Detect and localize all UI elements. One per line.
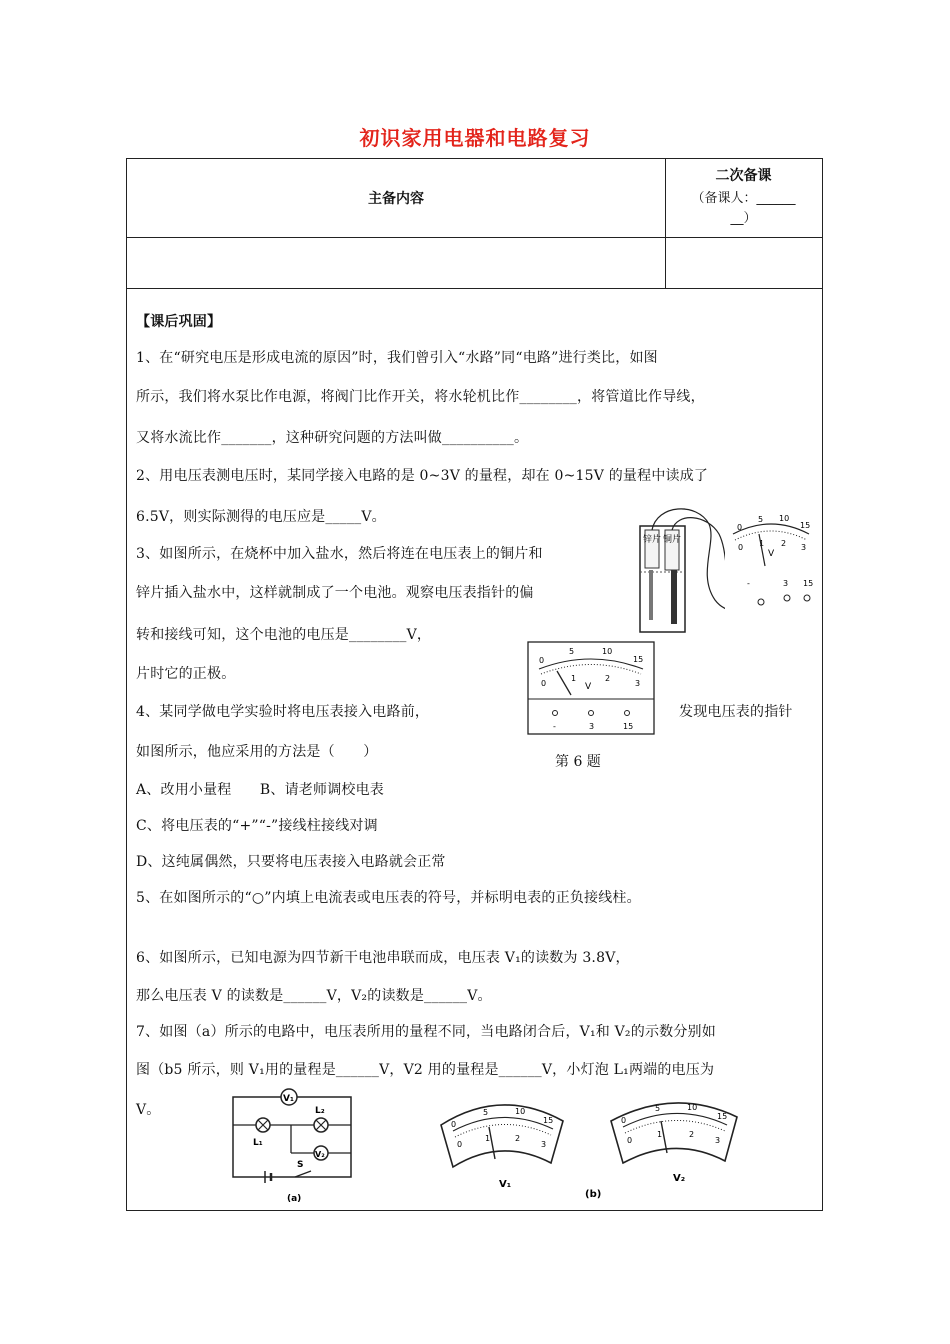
copper-label-1: 铜片	[662, 535, 682, 545]
q4-terminal-3	[589, 711, 594, 716]
circuit-l2-label: L₂	[315, 1106, 325, 1116]
header-main: 主备内容	[368, 191, 424, 207]
zinc-label-1: 锌片	[642, 535, 662, 545]
terminal-15-label: 15	[803, 579, 814, 588]
fig6-caption: 第 6 题	[555, 754, 601, 770]
q7-line3: V。	[136, 1102, 161, 1118]
q4-terminal-neg-label: -	[553, 722, 556, 731]
q4-terminal-3-label: 3	[589, 722, 595, 731]
voltmeter-figure-q4	[527, 641, 655, 741]
row-divider	[127, 237, 822, 238]
copper-rod	[671, 570, 677, 624]
q4-scale-top-5: 5	[569, 647, 575, 656]
q3-line2: 锌片插入盐水中，这样就制成了一个电池。观察电压表指针的偏	[136, 585, 534, 601]
q4-terminal-15	[625, 711, 630, 716]
terminal-3-label: 3	[783, 579, 789, 588]
meter-ticks	[541, 665, 641, 675]
q4-scale-top-15: 15	[633, 655, 644, 664]
section-label: 【课后巩固】	[136, 314, 222, 330]
q4-scale-bottom-3: 3	[635, 679, 641, 688]
scale-top-0: 0	[737, 523, 743, 532]
q1-line2: 所示，我们将水泵比作电源，将阀门比作开关，将水轮机比作________，将管道比作导线，	[136, 389, 705, 405]
q4-scale-bottom-2: 2	[605, 674, 611, 683]
unit-label: V	[768, 549, 775, 559]
circuit-loop	[233, 1097, 351, 1177]
circuit-caption: (a)	[287, 1194, 302, 1204]
circuit-l1-label: L₁	[253, 1138, 263, 1148]
meter-arc	[539, 659, 643, 669]
lesson-table	[126, 158, 823, 1211]
q4-line1-tail: 发现电压表的指针	[679, 704, 793, 720]
circuit-figure-a	[225, 1083, 365, 1208]
meter-v1-face	[441, 1105, 563, 1167]
scale-bottom-2: 2	[781, 539, 787, 548]
v1-scale-top-15: 15	[543, 1116, 554, 1125]
q2-line1: 2、用电压表测电压时，某同学接入电路的是 0~3V 的量程，却在 0~15V 的量程中读成了	[136, 468, 709, 484]
v2-scale-bottom-3: 3	[715, 1136, 721, 1145]
q3-line4: 片时它的正极。	[136, 666, 236, 682]
v1-scale-bottom-3: 3	[541, 1140, 547, 1149]
v1-scale-bottom-0: 0	[457, 1140, 463, 1149]
v2-scale-bottom-2: 2	[689, 1130, 695, 1139]
scale-top-15: 15	[800, 521, 811, 530]
q4-terminal-15-label: 15	[623, 722, 634, 731]
meters-caption: (b)	[585, 1189, 602, 1200]
q3-line1: 3、如图所示，在烧杯中加入盐水，然后将连在电压表上的铜片和	[136, 546, 543, 562]
scale-bottom-0: 0	[738, 543, 744, 552]
header-side-title: 二次备课	[715, 168, 772, 184]
v1-scale-top-5: 5	[483, 1108, 489, 1117]
row-divider	[127, 288, 822, 289]
q4-option-c: C、将电压表的“+”“-”接线柱接线对调	[136, 818, 378, 834]
v2-scale-top-0: 0	[621, 1116, 627, 1125]
v2-scale-top-5: 5	[655, 1104, 661, 1113]
q4-needle	[557, 671, 571, 695]
header-side-line2: __）	[730, 211, 757, 226]
v1-scale-top-0: 0	[451, 1120, 457, 1129]
meters-figure-b	[439, 1087, 759, 1207]
zinc-rod	[649, 570, 653, 620]
v2-scale-bottom-1: 1	[657, 1130, 663, 1139]
header-side-line1: （备课人：______	[691, 191, 796, 206]
q7-line1: 7、如图（a）所示的电路中，电压表所用的量程不同，当电路闭合后，V₁和 V₂的示数分别如	[136, 1024, 716, 1040]
v2-scale-top-15: 15	[717, 1112, 728, 1121]
header-side	[665, 159, 822, 237]
v2-scale-bottom-0: 0	[627, 1136, 633, 1145]
q6-line2: 那么电压表 V 的读数是______V，V₂的读数是______V。	[136, 988, 492, 1004]
scale-top-10: 10	[779, 514, 790, 523]
q2-line2: 6.5V，则实际测得的电压应是_____V。	[136, 509, 386, 525]
q4-terminal-neg	[553, 711, 558, 716]
q4-option-ab: A、改用小量程 B、请老师调校电表	[136, 782, 384, 798]
battery-voltmeter-figure	[637, 504, 822, 639]
q5-line1: 5、在如图所示的“○”内填上电流表或电压表的符号，并标明电表的正负接线柱。	[136, 890, 641, 906]
q6-line1: 6、如图所示，已知电源为四节新干电池串联而成，电压表 V₁的读数为 3.8V，	[136, 950, 630, 966]
q4-line2: 如图所示，他应采用的方法是（ ）	[136, 744, 378, 760]
terminal-neg-label: -	[747, 579, 750, 588]
v1-scale-bottom-1: 1	[485, 1134, 491, 1143]
q7-line2: 图（b5 所示，则 V₁用的量程是______V，V2 用的量程是______V，小灯泡 L₁两端的电压为	[136, 1062, 715, 1078]
q3-line3: 转和接线可知，这个电池的电压是________V，	[136, 627, 432, 643]
v2-scale-top-10: 10	[687, 1103, 698, 1112]
q1-line1: 1、在“研究电压是形成电流的原因”时，我们曾引入“水路”同“电路”进行类比，如图	[136, 350, 658, 366]
q4-option-d: D、这纯属偶然，只要将电压表接入电路就会正常	[136, 854, 446, 870]
v1-scale-top-10: 10	[515, 1107, 526, 1116]
page-title: 初识家用电器和电路复习	[359, 126, 591, 150]
q4-scale-bottom-1: 1	[571, 674, 577, 683]
q4-line1: 4、某同学做电学实验时将电压表接入电路前，	[136, 704, 430, 720]
q4-unit-label: V	[585, 682, 592, 692]
meter-v1-name: V₁	[499, 1179, 512, 1190]
circuit-v1-label: V₁	[283, 1094, 294, 1104]
scale-bottom-1: 1	[759, 539, 765, 548]
circuit-v2-label: V₂	[315, 1150, 325, 1159]
meter-v2-name: V₂	[673, 1173, 686, 1184]
q4-scale-top-0: 0	[539, 656, 545, 665]
circuit-switch-label: S	[297, 1160, 304, 1170]
scale-top-5: 5	[758, 515, 764, 524]
switch-lever	[295, 1171, 311, 1177]
q4-scale-top-10: 10	[602, 647, 613, 656]
q4-scale-bottom-0: 0	[541, 679, 547, 688]
v1-scale-bottom-2: 2	[515, 1134, 521, 1143]
q1-line3: 又将水流比作_______，这种研究问题的方法叫做__________。	[136, 430, 529, 446]
scale-bottom-3: 3	[801, 543, 807, 552]
